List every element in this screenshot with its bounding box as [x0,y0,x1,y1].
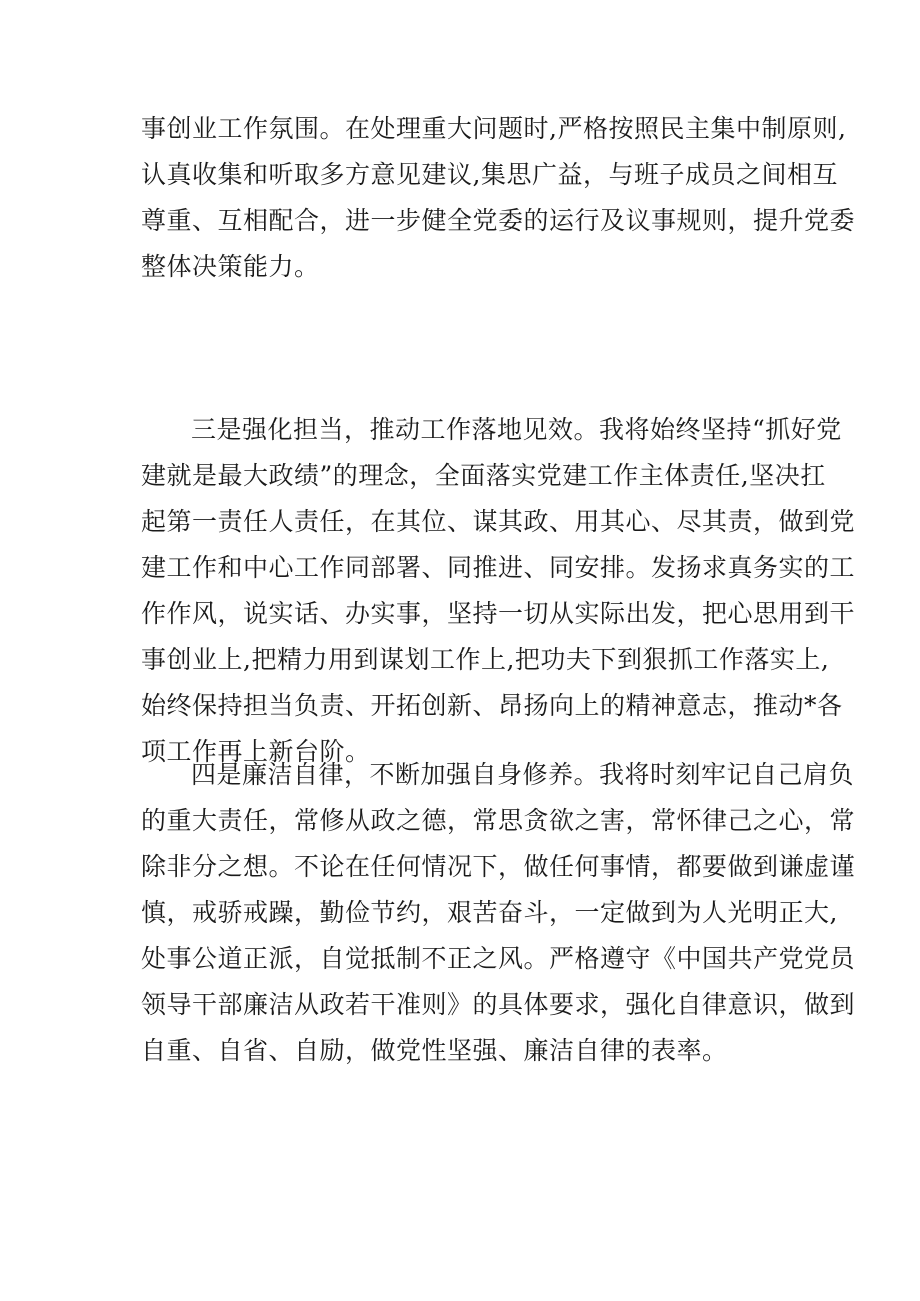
paragraph-integrity [141,752,856,1074]
text-line: 处事公道正派，自觉抵制不正之风。严格遵守《中国共产党党员 [141,944,856,973]
text-line: 建就是最大政绩”的理念，全面落实党建工作主体责任,坚决扛 [141,461,826,490]
text-line: 领导干部廉洁从政若干准则》的具体要求，强化自律意识，做到 [141,990,856,1019]
text-line: 事创业上,把精力用到谋划工作上,把功夫下到狠抓工作落实上, [141,645,830,674]
text-line: 自重、自省、自励，做党性坚强、廉洁自律的表率。 [141,1036,728,1065]
text-line: 项工作再上新台阶。 [141,737,371,766]
text-line: 慎，戒骄戒躁，勤俭节约，艰苦奋斗，一定做到为人光明正大, [141,898,838,927]
text-line: 三是强化担当，推动工作落地见效。我将始终坚持“抓好党 [191,415,842,444]
text-line: 起第一责任人责任，在其位、谋其政、用其心、尽其责，做到党 [141,507,856,536]
text-line: 作作风，说实话、办实事，坚持一切从实际出发，把心思用到干 [141,599,856,628]
text-line: 建工作和中心工作同部署、同推进、同安排。发扬求真务实的工 [141,553,856,582]
text-line: 事创业工作氛围。在处理重大问题时,严格按照民主集中制原则, [141,114,847,143]
text-line: 认真收集和听取多方意见建议,集思广益，与班子成员之间相互 [141,160,838,189]
text-line: 整体决策能力。 [141,252,320,281]
text-line: 除非分之想。不论在任何情况下，做任何事情，都要做到谦虚谨 [141,852,856,881]
text-line: 始终保持担当负责、开拓创新、昂扬向上的精神意志，推动*各 [141,691,843,720]
text-line: 的重大责任，常修从政之德，常思贪欲之害，常怀律己之心，常 [141,806,856,835]
text-line: 尊重、互相配合，进一步健全党委的运行及议事规则，提升党委 [141,206,856,235]
paragraph-atmosphere [141,106,856,290]
text-line: 四是廉洁自律，不断加强自身修养。我将时刻牢记自己肩负 [191,760,855,789]
